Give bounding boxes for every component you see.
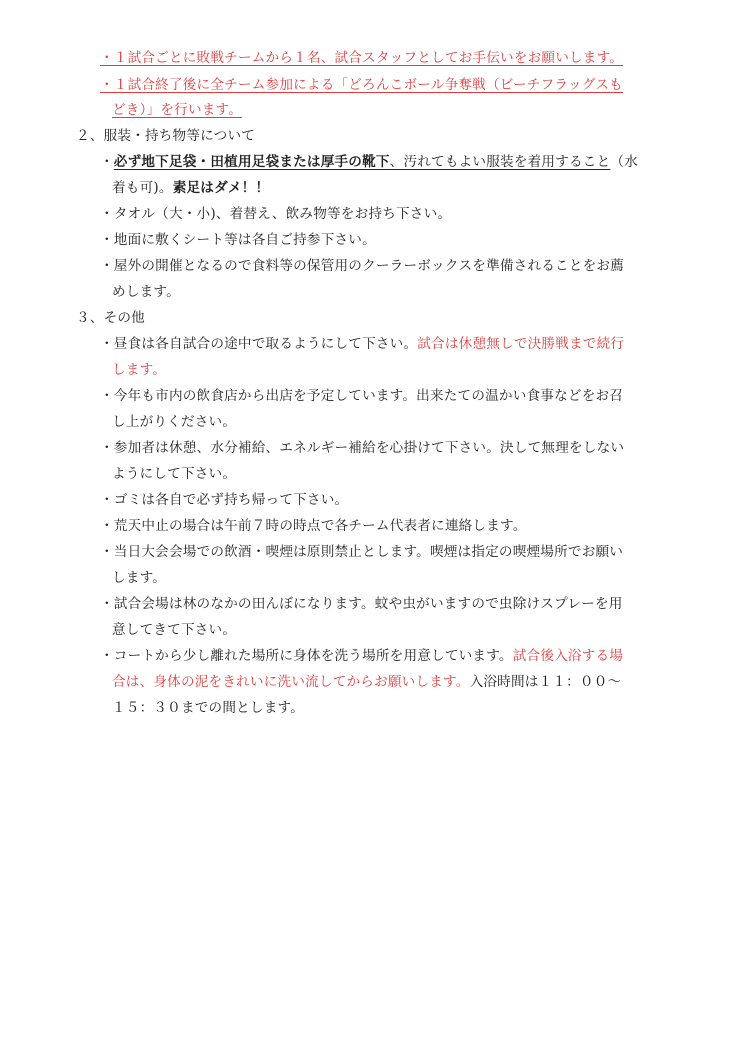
bathing-item bbox=[100, 643, 623, 669]
towel-item: ・タオル（大・小)、着替え、飲み物等をお持ち下さい。 bbox=[100, 206, 452, 222]
cooler-item: ・屋外の開催となるので食料等の保管用のクーラーボックスを準備されることをお薦 bbox=[100, 258, 625, 274]
trash-item: ・ゴミは各自で必ず持ち帰って下さい。 bbox=[100, 492, 349, 508]
insect-item-cont: 意してきて下さい。 bbox=[112, 622, 237, 638]
no-break-notice: 試合は休憩無しで決勝戦まで続行 bbox=[417, 336, 625, 352]
bathing-item-cont bbox=[112, 669, 621, 695]
bathing-hours-cont: １５：３０までの間とします。 bbox=[112, 700, 305, 716]
rest-item: ・参加者は休憩、水分補給、エネルギー補給を心掛けて下さい。決して無理をしない bbox=[100, 440, 625, 456]
no-break-notice-cont: します。 bbox=[112, 362, 167, 378]
drinking-smoking-item-cont: します。 bbox=[112, 570, 167, 586]
drinking-smoking-item: ・当日大会会場での飲酒・喫煙は原則禁止とします。喫煙は指定の喫煙場所でお願い bbox=[100, 544, 624, 560]
swimwear-note-cont: 着も可)。 bbox=[112, 180, 173, 196]
weather-item: ・荒天中止の場合は午前７時の時点で各チーム代表者に連絡します。 bbox=[100, 518, 527, 534]
bathing-text: ・コートから少し離れた場所に身体を洗う場所を用意しています。 bbox=[100, 648, 513, 664]
food-stall-item-cont: し上がりください。 bbox=[112, 414, 237, 430]
footwear-requirement bbox=[100, 149, 638, 175]
bathing-notice: 試合後入浴する場 bbox=[512, 648, 624, 664]
swimwear-note: （水 bbox=[610, 154, 638, 170]
clothing-note: 、汚れてもよい服装を着用すること bbox=[389, 154, 611, 170]
section-heading-other: ３、その他 bbox=[76, 310, 145, 326]
sheet-item: ・地面に敷くシート等は各自ご持参下さい。 bbox=[100, 232, 376, 248]
insect-item: ・試合会場は林のなかの田んぼになります。蚊や虫がいますので虫除けスプレーを用 bbox=[100, 596, 623, 612]
bathing-hours: 入浴時間は１１：００〜 bbox=[469, 674, 622, 690]
cooler-item-cont: めします。 bbox=[112, 284, 180, 300]
barefoot-warning: 素足はダメ！！ bbox=[172, 180, 270, 196]
staff-note-line: ・１試合ごとに敗戦チームから１名、試合スタッフとしてお手伝いをお願いします。 bbox=[100, 50, 624, 66]
beach-flag-note-line-cont: どき）」を行います。 bbox=[112, 102, 243, 118]
beach-flag-note-line: ・１試合終了後に全チーム参加による「どろんこボール争奪戦（ビーチフラッグスも bbox=[100, 77, 623, 93]
footwear-emphasis: 必ず地下足袋・田植用足袋または厚手の靴下 bbox=[113, 154, 390, 170]
lunch-item bbox=[100, 331, 624, 357]
footwear-requirement-cont bbox=[112, 175, 269, 201]
bullet: ・ bbox=[100, 154, 114, 170]
rest-item-cont: ようにして下さい。 bbox=[112, 466, 237, 482]
lunch-text: ・昼食は各自試合の途中で取るようにして下さい。 bbox=[100, 336, 418, 352]
section-heading-attire: ２、服装・持ち物等について bbox=[76, 128, 256, 144]
bathing-notice-cont: 合は、身体の泥をきれいに洗い流してからお願いします。 bbox=[112, 674, 470, 690]
food-stall-item: ・今年も市内の飲食店から出店を予定しています。出来たての温かい食事などをお召 bbox=[100, 388, 624, 404]
